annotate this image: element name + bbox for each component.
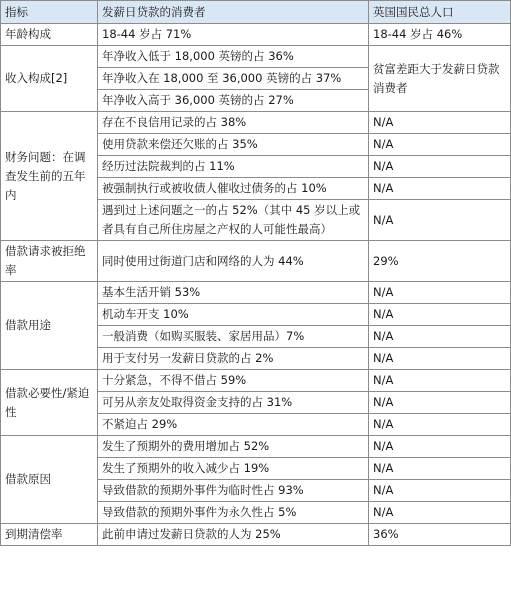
consumer-stat-cell: 用于支付另一发薪日贷款的占 2%	[98, 348, 369, 370]
uk-population-cell: 贫富差距大于发薪日贷款消费者	[369, 46, 511, 112]
uk-population-cell: N/A	[369, 304, 511, 326]
uk-population-cell: 18-44 岁占 46%	[369, 24, 511, 46]
consumer-stat-cell: 年净收入低于 18,000 英镑的占 36%	[98, 46, 369, 68]
consumer-stat-cell: 机动车开支 10%	[98, 304, 369, 326]
category-cell: 收入构成[2]	[1, 46, 98, 112]
uk-population-cell: N/A	[369, 282, 511, 304]
consumer-stat-cell: 被强制执行或被收债人催收过债务的占 10%	[98, 178, 369, 200]
consumer-stat-cell: 存在不良信用记录的占 38%	[98, 112, 369, 134]
table-row	[1, 112, 511, 134]
uk-population-cell: N/A	[369, 112, 511, 134]
category-cell: 借款用途	[1, 282, 98, 370]
table-row	[1, 282, 511, 304]
consumer-stat-cell: 基本生活开销 53%	[98, 282, 369, 304]
header-row	[1, 1, 511, 24]
table-header	[1, 1, 511, 24]
consumer-stat-cell: 此前申请过发薪日贷款的人为 25%	[98, 524, 369, 546]
consumer-stat-cell: 发生了预期外的费用增加占 52%	[98, 436, 369, 458]
consumer-stat-cell: 可另从亲友处取得资金支持的占 31%	[98, 392, 369, 414]
table-row	[1, 370, 511, 392]
table-body	[1, 24, 511, 546]
uk-population-cell: 36%	[369, 524, 511, 546]
uk-population-cell: N/A	[369, 392, 511, 414]
category-cell: 年龄构成	[1, 24, 98, 46]
category-cell: 借款原因	[1, 436, 98, 524]
consumer-stat-cell: 导致借款的预期外事件为永久性占 5%	[98, 502, 369, 524]
consumer-stat-cell: 不紧迫占 29%	[98, 414, 369, 436]
consumer-stat-cell: 经历过法院裁判的占 11%	[98, 156, 369, 178]
uk-population-cell: N/A	[369, 414, 511, 436]
uk-population-cell: N/A	[369, 458, 511, 480]
uk-population-cell: N/A	[369, 502, 511, 524]
category-cell: 借款必要性/紧迫性	[1, 370, 98, 436]
consumer-stat-cell: 遇到过上述问题之一的占 52%（其中 45 岁以上或者具有自己所住房屋之产权的人可能性最高）	[98, 200, 369, 241]
table-row	[1, 241, 511, 282]
table-row	[1, 46, 511, 68]
category-cell: 借款请求被拒绝率	[1, 241, 98, 282]
table-row	[1, 24, 511, 46]
category-cell: 到期清偿率	[1, 524, 98, 546]
uk-population-cell: N/A	[369, 348, 511, 370]
table-row	[1, 436, 511, 458]
uk-population-cell: N/A	[369, 370, 511, 392]
consumer-stat-cell: 十分紧急，不得不借占 59%	[98, 370, 369, 392]
uk-population-cell: 29%	[369, 241, 511, 282]
consumer-stat-cell: 导致借款的预期外事件为临时性占 93%	[98, 480, 369, 502]
uk-population-cell: N/A	[369, 200, 511, 241]
uk-population-cell: N/A	[369, 156, 511, 178]
header-uk-population: 英国国民总人口	[369, 1, 511, 24]
table-row	[1, 524, 511, 546]
category-cell: 财务问题：在调查发生前的五年内	[1, 112, 98, 241]
consumer-stat-cell: 同时使用过街道门店和网络的人为 44%	[98, 241, 369, 282]
uk-population-cell: N/A	[369, 134, 511, 156]
uk-population-cell: N/A	[369, 326, 511, 348]
consumer-stat-cell: 18-44 岁占 71%	[98, 24, 369, 46]
header-payday-consumers: 发薪日贷款的消费者	[98, 1, 369, 24]
uk-population-cell: N/A	[369, 436, 511, 458]
consumer-stat-cell: 年净收入在 18,000 至 36,000 英镑的占 37%	[98, 68, 369, 90]
uk-population-cell: N/A	[369, 480, 511, 502]
uk-population-cell: N/A	[369, 178, 511, 200]
consumer-stat-cell: 年净收入高于 36,000 英镑的占 27%	[98, 90, 369, 112]
consumer-stat-cell: 使用贷款来偿还欠账的占 35%	[98, 134, 369, 156]
consumer-stat-cell: 一般消费（如购买服装、家居用品）7%	[98, 326, 369, 348]
consumer-stat-cell: 发生了预期外的收入减少占 19%	[98, 458, 369, 480]
header-indicator: 指标	[1, 1, 98, 24]
